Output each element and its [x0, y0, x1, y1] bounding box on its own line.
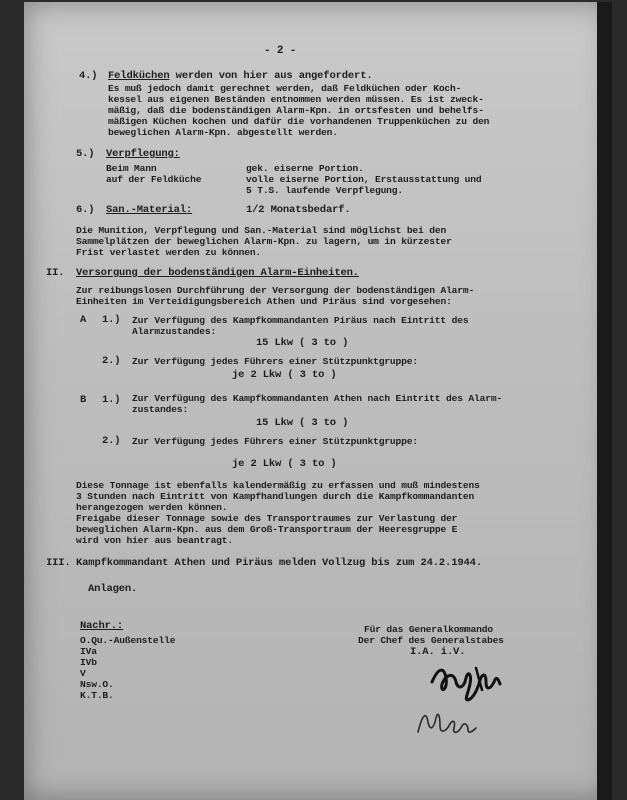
- scan-edge: [597, 2, 612, 800]
- attachments-label: Anlagen.: [88, 583, 138, 595]
- section2-heading: Versorgung der bodenständigen Alarm-Einheiten.: [76, 267, 359, 279]
- distribution-item: K.T.B.: [80, 690, 114, 701]
- page-number: - 2 -: [264, 45, 297, 57]
- group-b-item1-tonnage: 15 Lkw ( 3 to ): [256, 417, 349, 429]
- initials-signature: [412, 702, 492, 742]
- item4-line: mäßigen Küchen kochen und dafür die vorhandenen Truppenküchen zu den: [108, 116, 490, 127]
- closing-line: 3 Stunden nach Eintritt von Kampfhandlungen durch die Kampfkommandanten: [76, 491, 475, 502]
- distribution-heading: Nachr.:: [80, 620, 124, 632]
- item4-line: Es muß jedoch damit gerechnet werden, daß Feldküchen oder Koch-: [108, 83, 462, 94]
- closing-line: wird von hier aus beantragt.: [76, 535, 234, 546]
- item5-left-line: auf der Feldküche: [106, 174, 202, 185]
- signature-line: Der Chef des Generalstabes: [358, 635, 504, 646]
- section3-number: III.: [46, 557, 71, 569]
- distribution-item: Nsw.O.: [80, 679, 114, 690]
- closing-line: Diese Tonnage ist ebenfalls kalendermäßig zu erfassen und muß mindestens: [76, 480, 480, 491]
- item5-left-line: Beim Mann: [106, 163, 157, 174]
- group-a-item1-number: 1.): [102, 314, 121, 326]
- item5-number: 5.): [76, 148, 95, 160]
- distribution-item: V: [80, 668, 86, 679]
- distribution-item: IVa: [80, 646, 97, 657]
- group-a-item2-tonnage: je 2 Lkw ( 3 to ): [232, 369, 337, 381]
- item6-value: 1/2 Monatsbedarf.: [246, 204, 351, 216]
- group-a-item2-number: 2.): [102, 355, 121, 367]
- item5-right-line: volle eiserne Portion, Erstausstattung und: [246, 174, 482, 185]
- document-page: [24, 2, 612, 800]
- item6-number: 6.): [76, 204, 95, 216]
- item6-heading: San.-Material:: [106, 204, 193, 216]
- distribution-item: O.Qu.-Außenstelle: [80, 635, 176, 646]
- item4-line: mäßig, daß die bodenständigen Alarm-Kpn. in ortsfesten und behelfs-: [108, 105, 484, 116]
- handwritten-signature: [424, 660, 514, 705]
- group-a-label: A: [80, 314, 87, 326]
- group-b-item1-text-cont: zustandes:: [132, 404, 189, 415]
- item4-line1-rest: werden von hier aus angefordert.: [175, 70, 373, 82]
- signature-line: I.A. i.V.: [410, 646, 466, 658]
- group-b-item2-number: 2.): [102, 435, 121, 447]
- group-a-item2-text: Zur Verfügung jedes Führers einer Stützpunktgruppe:: [132, 356, 418, 367]
- item5-heading: Verpflegung:: [106, 148, 180, 160]
- group-b-item2-tonnage: je 2 Lkw ( 3 to ): [232, 458, 337, 470]
- item4-line1: [108, 71, 373, 82]
- distribution-item: IVb: [80, 657, 97, 668]
- storage-line: Sammelplätzen der beweglichen Alarm-Kpn. zu lagern, um in kürzester: [76, 236, 452, 247]
- item4-line: beweglichen Alarm-Kpn. abgestellt werden.: [108, 127, 338, 138]
- group-a-item1-text: Zur Verfügung des Kampfkommandanten Piräus nach Eintritt des: [132, 315, 469, 326]
- section3-text: Kampfkommandant Athen und Piräus melden Vollzug bis zum 24.2.1944.: [76, 557, 482, 569]
- section2-intro-line: Zur reibungslosen Durchführung der Versorgung der bodenständigen Alarm-: [76, 285, 475, 296]
- item4-line: kessel aus eigenen Beständen entnommen werden müssen. Es ist zweck-: [108, 94, 484, 105]
- closing-line: Freigabe dieser Tonnage sowie des Transportraumes zur Verlastung der: [76, 513, 458, 524]
- item4-heading: Feldküchen: [108, 70, 170, 82]
- group-b-item1-text: Zur Verfügung des Kampfkommandanten Athen nach Eintritt des Alarm-: [132, 393, 503, 404]
- group-a-item1-tonnage: 15 Lkw ( 3 to ): [256, 337, 349, 349]
- storage-line: Die Munition, Verpflegung und San.-Material sind möglichst bei den: [76, 225, 447, 236]
- closing-line: herangezogen werden können.: [76, 502, 228, 513]
- item5-right-line: 5 T.S. laufende Verpflegung.: [246, 185, 404, 196]
- signature-line: Für das Generalkommando: [364, 624, 493, 635]
- group-a-item1-text-cont: Alarmzustandes:: [132, 326, 217, 337]
- section2-number: II.: [46, 267, 65, 279]
- group-b-item2-text: Zur Verfügung jedes Führers einer Stützpunktgruppe:: [132, 436, 418, 447]
- storage-line: Frist verlastet werden zu können.: [76, 247, 262, 258]
- item5-right-line: gek. eiserne Portion.: [246, 163, 364, 174]
- section2-intro-line: Einheiten im Verteidigungsbereich Athen und Piräus sind vorgesehen:: [76, 296, 452, 307]
- item4-number: 4.): [79, 70, 98, 82]
- closing-line: beweglichen Alarm-Kpn. aus dem Groß-Transportraum der Heeresgruppe E: [76, 524, 458, 535]
- group-b-item1-number: 1.): [102, 394, 121, 406]
- group-b-label: B: [80, 394, 87, 406]
